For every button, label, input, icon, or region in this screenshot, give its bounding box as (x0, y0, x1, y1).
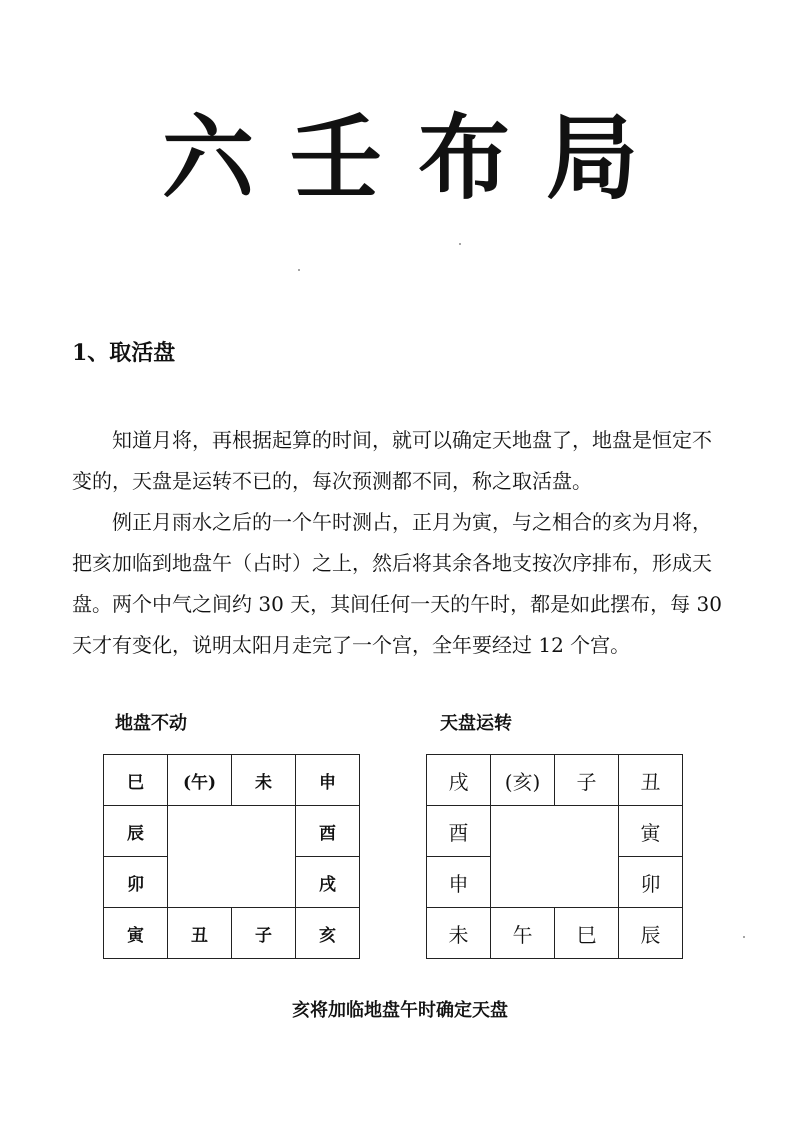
section-heading: 1、取活盘 (72, 340, 176, 366)
earth-cell-bottom-2: 丑 (168, 908, 232, 959)
heaven-cell-bottom-1: 未 (427, 908, 491, 959)
earth-cell-left-2: 卯 (104, 857, 168, 908)
earth-cell-top-3: 未 (232, 755, 296, 806)
earth-cell-right-1: 酉 (296, 806, 360, 857)
earth-cell-left-1: 辰 (104, 806, 168, 857)
earth-cell-top-2: (午) (168, 755, 232, 806)
heaven-cell-left-2: 申 (427, 857, 491, 908)
paragraph-1: 知道月将，再根据起算的时间，就可以确定天地盘了，地盘是恒定不变的，天盘是运转不已的，每次预测都不同，称之取活盘。 (72, 428, 712, 493)
page-title: 六壬布局 (161, 104, 674, 212)
earth-cell-top-1: 巳 (104, 755, 168, 806)
heaven-cell-right-1: 寅 (619, 806, 683, 857)
heaven-board (426, 754, 683, 959)
heaven-cell-right-2: 卯 (619, 857, 683, 908)
paragraph-2: 例正月雨水之后的一个午时测占，正月为寅，与之相合的亥为月将，把亥加临到地盘午（占时）之上，然后将其余各地支按次序排布，形成天盘。两个中气之间约 30 天，其间任何一天的午时，都是如此摆布，每 30 天才有变化，说明太阳月走完了一个宫，全年要经过 12 个宫。 (72, 510, 722, 657)
earth-cell-bottom-1: 寅 (104, 908, 168, 959)
heaven-cell-top-3: 子 (555, 755, 619, 806)
scan-speck (459, 243, 461, 245)
earth-cell-top-4: 申 (296, 755, 360, 806)
heaven-cell-left-1: 酉 (427, 806, 491, 857)
heaven-cell-top-4: 丑 (619, 755, 683, 806)
earth-board-label: 地盘不动 (115, 713, 187, 734)
heaven-cell-bottom-2: 午 (491, 908, 555, 959)
earth-cell-bottom-4: 亥 (296, 908, 360, 959)
heaven-board-label: 天盘运转 (440, 713, 512, 734)
heaven-cell-top-1: 戌 (427, 755, 491, 806)
scan-speck (298, 269, 300, 271)
heaven-cell-bottom-3: 巳 (555, 908, 619, 959)
earth-board (103, 754, 360, 959)
heaven-cell-top-2: (亥) (491, 755, 555, 806)
scan-speck (743, 936, 745, 938)
earth-cell-bottom-3: 子 (232, 908, 296, 959)
heaven-cell-bottom-4: 辰 (619, 908, 683, 959)
earth-board-center (168, 806, 296, 908)
board-caption: 亥将加临地盘午时确定天盘 (292, 1000, 508, 1021)
earth-cell-right-2: 戌 (296, 857, 360, 908)
heaven-board-center (491, 806, 619, 908)
